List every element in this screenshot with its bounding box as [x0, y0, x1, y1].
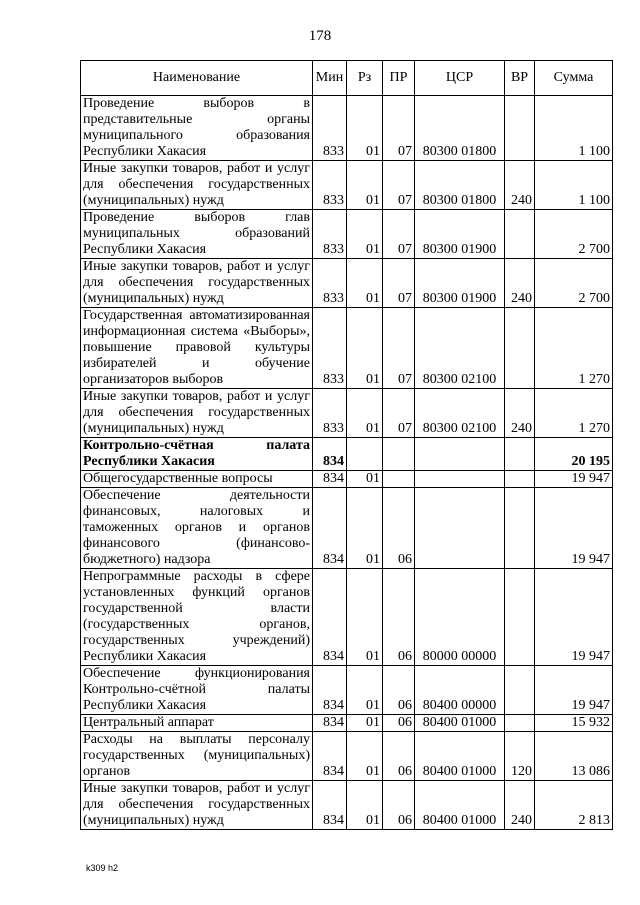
row-rz: 01: [347, 389, 383, 438]
row-name: Расходы на выплаты персоналу государственных (муниципальных) органов: [81, 732, 313, 781]
row-vr: 240: [505, 781, 535, 830]
row-min: 833: [313, 161, 347, 210]
footer-code: k309 h2: [86, 863, 119, 873]
row-csr: 80300 01800: [415, 161, 505, 210]
row-min: 834: [313, 732, 347, 781]
row-pr: 06: [383, 781, 415, 830]
row-vr: [505, 210, 535, 259]
row-vr: [505, 488, 535, 569]
row-vr: [505, 471, 535, 488]
row-rz: 01: [347, 569, 383, 666]
row-sum: 1 100: [535, 161, 613, 210]
row-name: Общегосударственные вопросы: [81, 471, 313, 488]
row-min: 833: [313, 96, 347, 161]
row-csr: 80400 01000: [415, 732, 505, 781]
budget-table: [80, 60, 613, 830]
row-csr: 80400 00000: [415, 666, 505, 715]
table-row: [81, 781, 613, 830]
table-row: [81, 569, 613, 666]
row-vr: 240: [505, 161, 535, 210]
row-csr: 80300 01900: [415, 210, 505, 259]
row-sum: 2 700: [535, 259, 613, 308]
row-min: 834: [313, 666, 347, 715]
row-name: Иные закупки товаров, работ и услуг для обеспечения государственных (муниципальных) нужд: [81, 259, 313, 308]
row-pr: 07: [383, 389, 415, 438]
row-sum: 1 270: [535, 308, 613, 389]
row-csr: 80400 01000: [415, 715, 505, 732]
row-rz: 01: [347, 161, 383, 210]
row-name: Контрольно-счётная палата Республики Хакасия: [81, 438, 313, 471]
row-rz: 01: [347, 732, 383, 781]
row-rz: 01: [347, 96, 383, 161]
header-sum: Сумма: [535, 61, 613, 96]
row-pr: [383, 438, 415, 471]
row-vr: [505, 96, 535, 161]
row-rz: 01: [347, 471, 383, 488]
row-sum: 15 932: [535, 715, 613, 732]
row-min: 833: [313, 389, 347, 438]
row-min: 834: [313, 715, 347, 732]
row-sum: 1 270: [535, 389, 613, 438]
table-row: [81, 715, 613, 732]
row-min: 833: [313, 210, 347, 259]
row-vr: 240: [505, 389, 535, 438]
table-row: [81, 308, 613, 389]
table-row: [81, 96, 613, 161]
row-pr: 07: [383, 96, 415, 161]
row-pr: 06: [383, 732, 415, 781]
row-csr: 80300 01800: [415, 96, 505, 161]
row-sum: 2 813: [535, 781, 613, 830]
header-csr: ЦСР: [415, 61, 505, 96]
row-pr: 07: [383, 259, 415, 308]
row-min: 834: [313, 471, 347, 488]
row-vr: [505, 308, 535, 389]
row-csr: [415, 438, 505, 471]
header-pr: ПР: [383, 61, 415, 96]
row-sum: 19 947: [535, 666, 613, 715]
row-vr: 120: [505, 732, 535, 781]
row-vr: [505, 666, 535, 715]
row-name: Иные закупки товаров, работ и услуг для обеспечения государственных (муниципальных) нужд: [81, 161, 313, 210]
row-min: 834: [313, 569, 347, 666]
table-row: [81, 389, 613, 438]
header-name: Наименование: [81, 61, 313, 96]
table-row: [81, 471, 613, 488]
row-sum: 2 700: [535, 210, 613, 259]
row-name: Центральный аппарат: [81, 715, 313, 732]
row-rz: 01: [347, 259, 383, 308]
row-pr: 07: [383, 210, 415, 259]
row-pr: [383, 471, 415, 488]
row-csr: [415, 471, 505, 488]
row-csr: 80300 02100: [415, 308, 505, 389]
row-rz: 01: [347, 715, 383, 732]
page-number: 178: [308, 28, 332, 44]
row-pr: 06: [383, 666, 415, 715]
row-rz: 01: [347, 308, 383, 389]
row-vr: 240: [505, 259, 535, 308]
table-row: [81, 161, 613, 210]
row-name: Иные закупки товаров, работ и услуг для обеспечения государственных (муниципальных) нужд: [81, 781, 313, 830]
row-name: Непрограммные расходы в сфере установленных функций органов государственной власти (государственных органов, государственных учреждений) Республики Хакасия: [81, 569, 313, 666]
row-pr: 06: [383, 488, 415, 569]
table-body: [81, 96, 613, 830]
row-csr: [415, 488, 505, 569]
row-min: 833: [313, 259, 347, 308]
row-pr: 06: [383, 715, 415, 732]
row-sum: 13 086: [535, 732, 613, 781]
table-row: [81, 732, 613, 781]
row-min: 833: [313, 308, 347, 389]
row-rz: 01: [347, 781, 383, 830]
table-row: [81, 666, 613, 715]
table-row: [81, 438, 613, 471]
row-rz: 01: [347, 488, 383, 569]
row-name: Обеспечение деятельности финансовых, налоговых и таможенных органов и органов финансового (финансово-бюджетного) надзора: [81, 488, 313, 569]
table-row: [81, 488, 613, 569]
row-pr: 06: [383, 569, 415, 666]
row-csr: 80300 02100: [415, 389, 505, 438]
row-rz: 01: [347, 666, 383, 715]
table-row: [81, 259, 613, 308]
row-name: Иные закупки товаров, работ и услуг для обеспечения государственных (муниципальных) нужд: [81, 389, 313, 438]
row-name: Проведение выборов в представительные органы муниципального образования Республики Хакасия: [81, 96, 313, 161]
row-sum: 19 947: [535, 471, 613, 488]
row-sum: 19 947: [535, 569, 613, 666]
row-csr: 80000 00000: [415, 569, 505, 666]
table-header-row: [81, 61, 613, 96]
header-min: Мин: [313, 61, 347, 96]
table-row: [81, 210, 613, 259]
row-name: Обеспечение функционирования Контрольно-счётной палаты Республики Хакасия: [81, 666, 313, 715]
row-min: 834: [313, 488, 347, 569]
row-vr: [505, 715, 535, 732]
row-rz: 01: [347, 210, 383, 259]
row-sum: 19 947: [535, 488, 613, 569]
row-csr: 80300 01900: [415, 259, 505, 308]
row-rz: [347, 438, 383, 471]
row-min: 834: [313, 438, 347, 471]
row-sum: 20 195: [535, 438, 613, 471]
row-pr: 07: [383, 308, 415, 389]
row-vr: [505, 569, 535, 666]
row-name: Проведение выборов глав муниципальных образований Республики Хакасия: [81, 210, 313, 259]
row-csr: 80400 01000: [415, 781, 505, 830]
row-sum: 1 100: [535, 96, 613, 161]
row-pr: 07: [383, 161, 415, 210]
header-vr: ВР: [505, 61, 535, 96]
row-name: Государственная автоматизированная информационная система «Выборы», повышение правовой культуры избирателей и обучение организаторов выборов: [81, 308, 313, 389]
header-rz: Рз: [347, 61, 383, 96]
row-vr: [505, 438, 535, 471]
row-min: 834: [313, 781, 347, 830]
